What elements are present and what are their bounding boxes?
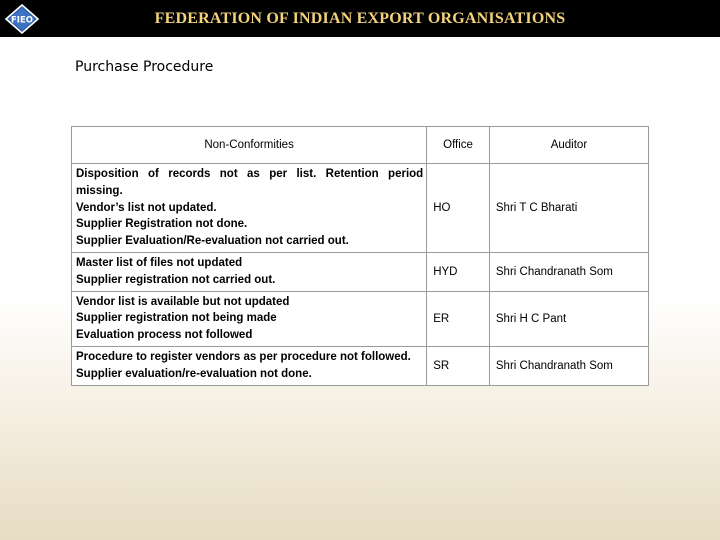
office-cell: HO: [427, 164, 490, 253]
non-conformity-line: Supplier Registration not done.: [76, 218, 248, 231]
office-cell: SR: [427, 346, 490, 385]
non-conformity-line: Vendor list is available but not updated: [76, 295, 290, 308]
auditor-cell: Shri Chandranath Som: [489, 252, 648, 291]
table-header-row: [72, 127, 649, 164]
column-header-office: Office: [427, 127, 490, 164]
column-header-non-conformities: Non-Conformities: [72, 127, 427, 164]
non-conformity-cell: [72, 346, 427, 385]
auditor-cell: Shri T C Bharati: [489, 164, 648, 253]
logo-text: FIEO: [10, 15, 34, 26]
non-conformities-table: [71, 126, 649, 386]
header-bar: [0, 0, 720, 37]
auditor-cell: Shri Chandranath Som: [489, 346, 648, 385]
non-conformity-line: Evaluation process not followed: [76, 329, 253, 342]
table-row: [72, 164, 649, 253]
non-conformity-cell: [72, 291, 427, 346]
table-row: [72, 252, 649, 291]
non-conformity-line: Vendor’s list not updated.: [76, 201, 217, 214]
non-conformity-cell: [72, 252, 427, 291]
table-row: [72, 291, 649, 346]
non-conformity-line: Supplier Evaluation/Re-evaluation not carried out.: [76, 235, 349, 248]
non-conformity-line: Master list of files not updated: [76, 256, 243, 269]
column-header-auditor: Auditor: [489, 127, 648, 164]
non-conformity-line: Procedure to register vendors as per procedure not followed.: [76, 350, 411, 363]
non-conformity-line: Supplier registration not carried out.: [76, 273, 276, 286]
auditor-cell: Shri H C Pant: [489, 291, 648, 346]
non-conformity-cell: [72, 164, 427, 253]
non-conformity-line: Disposition of records not as per list. Retention period missing.: [76, 168, 424, 197]
table-row: [72, 346, 649, 385]
non-conformity-line: Supplier evaluation/re-evaluation not done.: [76, 367, 312, 380]
office-cell: ER: [427, 291, 490, 346]
page-title: Purchase Procedure: [75, 59, 214, 75]
office-cell: HYD: [427, 252, 490, 291]
non-conformity-line: Supplier registration not being made: [76, 312, 277, 325]
header-title: FEDERATION OF INDIAN EXPORT ORGANISATIONS: [154, 10, 566, 27]
